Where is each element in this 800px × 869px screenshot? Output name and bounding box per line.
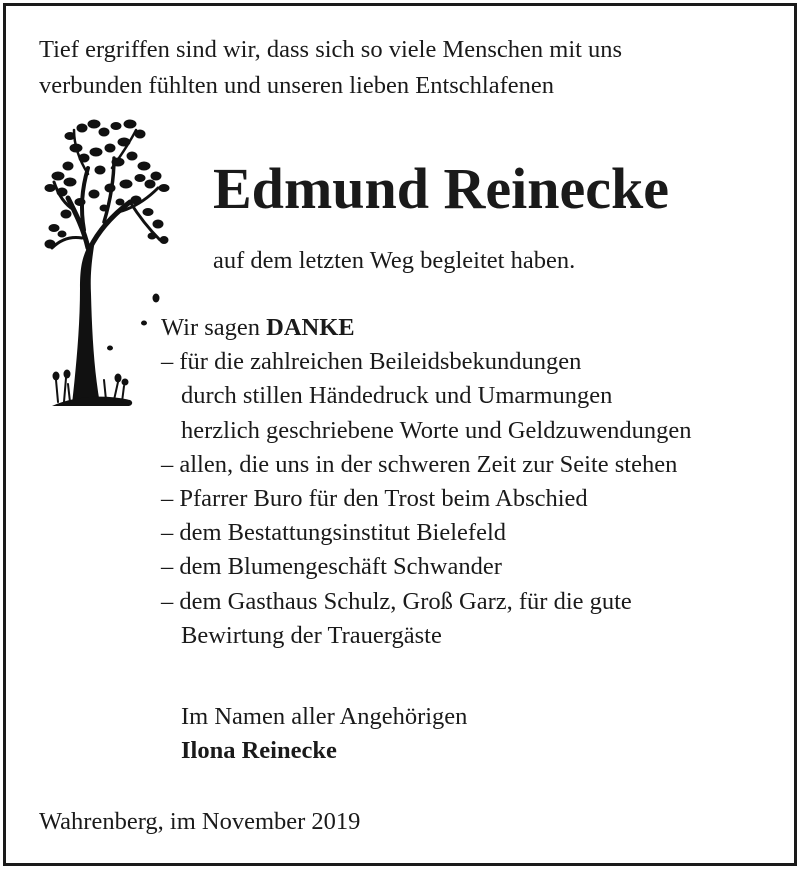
thanks-item: – allen, die uns in der schweren Zeit zur Seite stehen xyxy=(161,450,678,478)
intro-line-2: verbunden fühlten und unseren lieben Entschlafenen xyxy=(39,72,555,99)
thanks-item-continuation: durch stillen Händedruck und Umarmungen xyxy=(181,382,613,410)
thanks-lead xyxy=(161,311,692,345)
intro-line-1: Tief ergriffen sind wir, dass sich so viele Menschen mit uns xyxy=(39,36,623,63)
thanks-item: – für die zahlreichen Beileidsbekundungen xyxy=(161,348,582,376)
signature-line: Im Namen aller Angehörigen xyxy=(181,703,468,730)
thanks-item-continuation: Bewirtung der Trauergäste xyxy=(181,621,442,649)
obituary-notice xyxy=(3,3,797,866)
thanks-item: – Pfarrer Buro für den Trost beim Abschied xyxy=(161,485,588,513)
thanks-lead-prefix: Wir sagen xyxy=(161,314,261,341)
thanks-block xyxy=(161,311,692,653)
thanks-item-continuation: herzlich geschriebene Worte und Geldzuwendungen xyxy=(181,416,692,444)
subline-text: auf dem letzten Weg begleitet haben. xyxy=(213,247,576,274)
thanks-item: – dem Bestattungsinstitut Bielefeld xyxy=(161,519,506,547)
signature-block xyxy=(181,700,467,768)
place-date: Wahrenberg, im November 2019 xyxy=(39,808,361,835)
signature-name: Ilona Reinecke xyxy=(181,737,337,764)
tree-silhouette-icon xyxy=(44,118,174,408)
deceased-name: Edmund Reinecke xyxy=(213,156,670,221)
thanks-item: – dem Gasthaus Schulz, Groß Garz, für die gute xyxy=(161,587,632,615)
intro-text xyxy=(39,32,769,104)
thanks-item: – dem Blumengeschäft Schwander xyxy=(161,553,502,581)
thanks-emphasis: DANKE xyxy=(266,314,355,341)
